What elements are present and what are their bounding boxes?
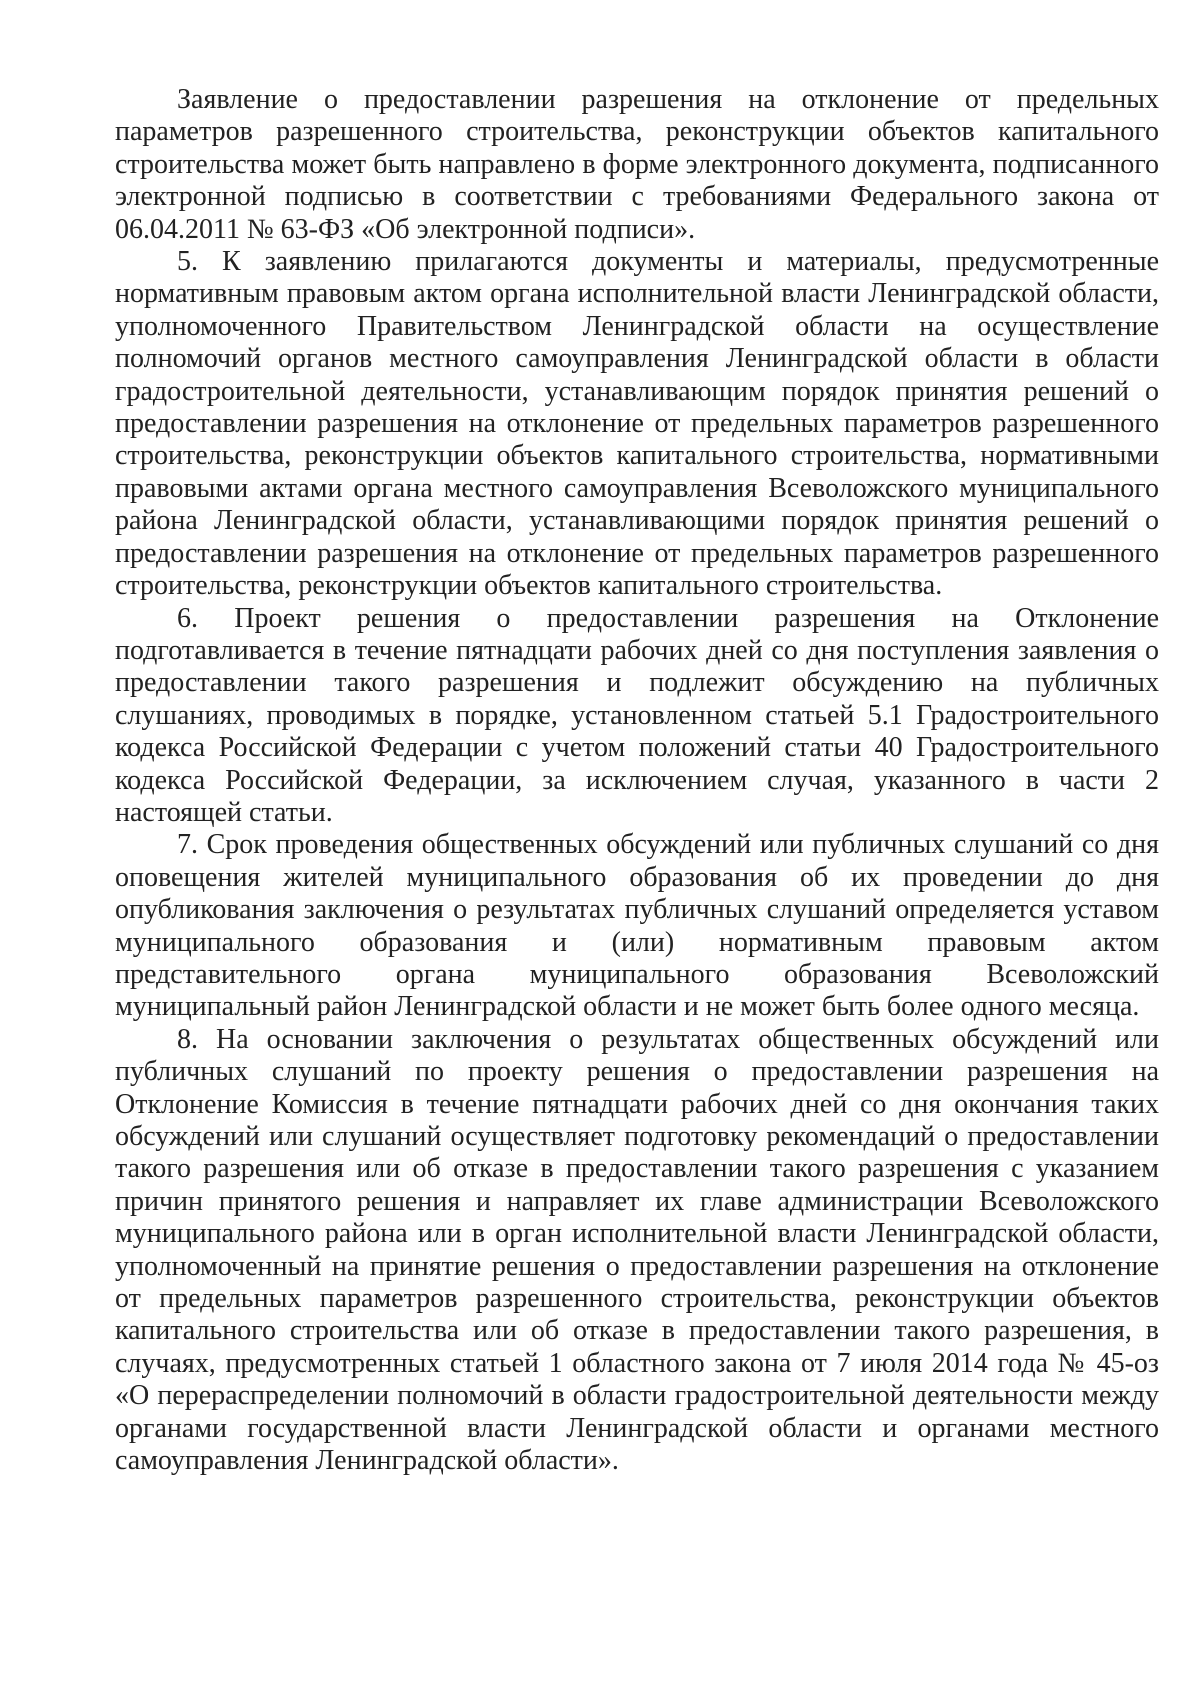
paragraph-electronic-application: Заявление о предоставлении разрешения на отклонение от предельных параметров разрешенного строительства, реконструкции объектов капитального строительства может быть направлено в форме электронного документа, подписанного электронной подписью в соответствии с требованиями Федерального закона от 06.04.2011 № 63-ФЗ «Об электронной подписи». bbox=[115, 84, 1159, 245]
document-body bbox=[115, 84, 1159, 1477]
paragraph-item-8: 8. На основании заключения о результатах общественных обсуждений или публичных слушаний по проекту решения о предоставлении разрешения на Отклонение Комиссия в течение пятнадцати рабочих дней со дня окончания таких обсуждений или слушаний осуществляет подготовку рекомендаций о предоставлении такого разрешения или об отказе в предоставлении такого разрешения с указанием причин принятого решения и направляет их главе администрации Всеволожского муниципального района или в орган исполнительной власти Ленинградской области, уполномоченный на принятие решения о предоставлении разрешения на отклонение от предельных параметров разрешенного строительства, реконструкции объектов капитального строительства или об отказе в предоставлении такого разрешения, в случаях, предусмотренных статьей 1 областного закона от 7 июля 2014 года № 45-оз «О перераспределении полномочий в области градостроительной деятельности между органами государственной власти Ленинградской области и органами местного самоуправления Ленинградской области». bbox=[115, 1023, 1159, 1477]
paragraph-item-5: 5. К заявлению прилагаются документы и материалы, предусмотренные нормативным правовым актом органа исполнительной власти Ленинградской области, уполномоченного Правительством Ленинградской области на осуществление полномочий органов местного самоуправления Ленинградской области в области градостроительной деятельности, устанавливающим порядок принятия решений о предоставлении разрешения на отклонение от предельных параметров разрешенного строительства, реконструкции объектов капитального строительства, нормативными правовыми актами органа местного самоуправления Всеволожского муниципального района Ленинградской области, устанавливающими порядок принятия решений о предоставлении разрешения на отклонение от предельных параметров разрешенного строительства, реконструкции объектов капитального строительства. bbox=[115, 246, 1159, 602]
paragraph-item-6: 6. Проект решения о предоставлении разрешения на Отклонение подготавливается в течение пятнадцати рабочих дней со дня поступления заявления о предоставлении такого разрешения и подлежит обсуждению на публичных слушаниях, проводимых в порядке, установленном статьей 5.1 Градостроительного кодекса Российской Федерации с учетом положений статьи 40 Градостроительного кодекса Российской Федерации, за исключением случая, указанного в части 2 настоящей статьи. bbox=[115, 602, 1159, 828]
paragraph-item-7: 7. Срок проведения общественных обсуждений или публичных слушаний со дня оповещения жителей муниципального образования об их проведении до дня опубликования заключения о результатах публичных слушаний определяется уставом муниципального образования и (или) нормативным правовым актом представительного органа муниципального образования Всеволожский муниципальный район Ленинградской области и не может быть более одного месяца. bbox=[115, 829, 1159, 1023]
